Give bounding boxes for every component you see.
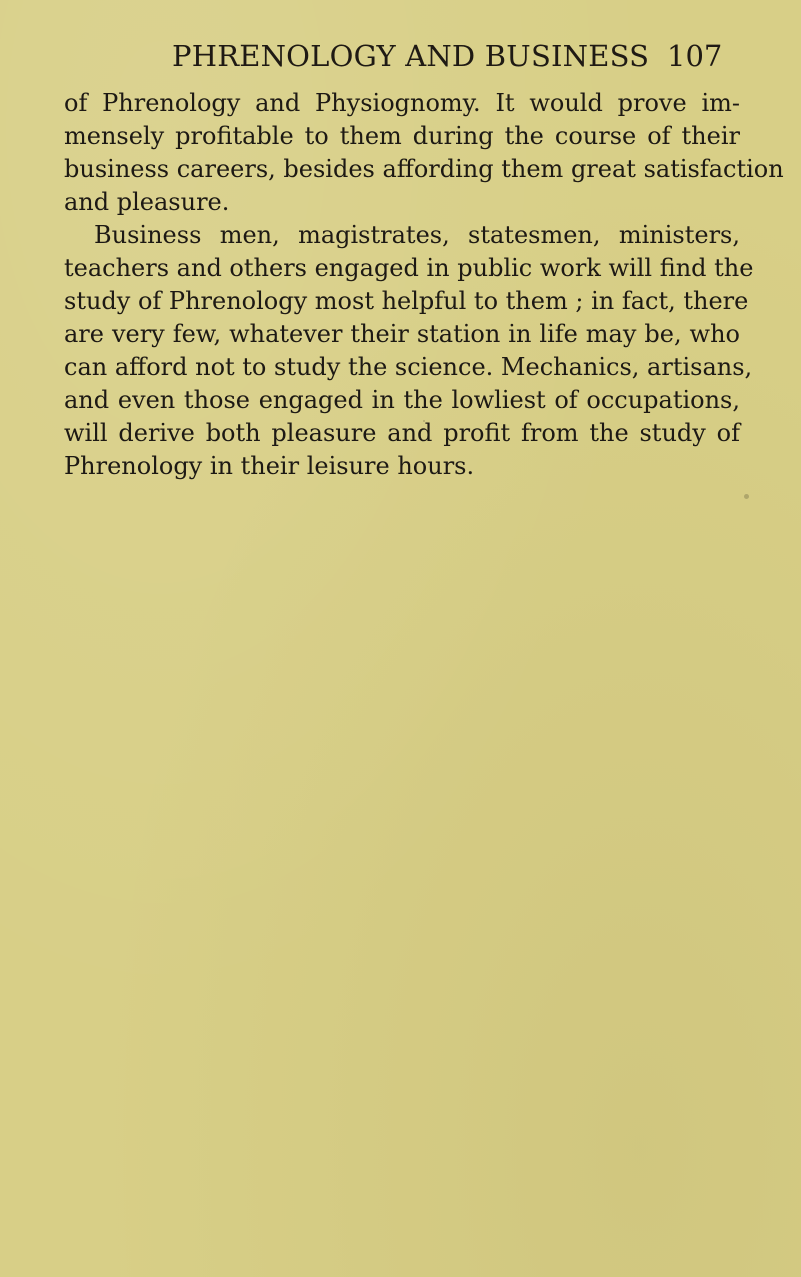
- text-line: and pleasure.: [64, 188, 230, 216]
- text-line: are very few, whatever their station in life may be, who: [64, 320, 740, 348]
- paper-speck: [423, 420, 425, 422]
- text-line: can afford not to study the science. Mechanics, artisans,: [64, 353, 753, 381]
- paragraph-1: [64, 87, 784, 219]
- running-header: [0, 36, 801, 76]
- page-number: 107: [667, 39, 723, 73]
- text-line: study of Phrenology most helpful to them ; in fact, there: [64, 287, 749, 315]
- text-line: of Phrenology and Physiognomy. It would prove im-: [64, 89, 740, 117]
- body-text: [64, 87, 784, 483]
- text-line: will derive both pleasure and profit from the study of: [64, 419, 740, 447]
- running-title: PHRENOLOGY AND BUSINESS: [172, 39, 650, 73]
- text-line: Phrenology in their leisure hours.: [64, 452, 475, 480]
- paragraph-2: [64, 219, 754, 483]
- paper-speck: [744, 494, 749, 499]
- text-line: and even those engaged in the lowliest of occupations,: [64, 386, 740, 414]
- text-line: mensely profitable to them during the course of their: [64, 122, 740, 150]
- text-line: business careers, besides affording them great satisfaction: [64, 155, 784, 183]
- text-line: teachers and others engaged in public work will find the: [64, 254, 754, 282]
- text-line: Business men, magistrates, statesmen, ministers,: [94, 221, 740, 249]
